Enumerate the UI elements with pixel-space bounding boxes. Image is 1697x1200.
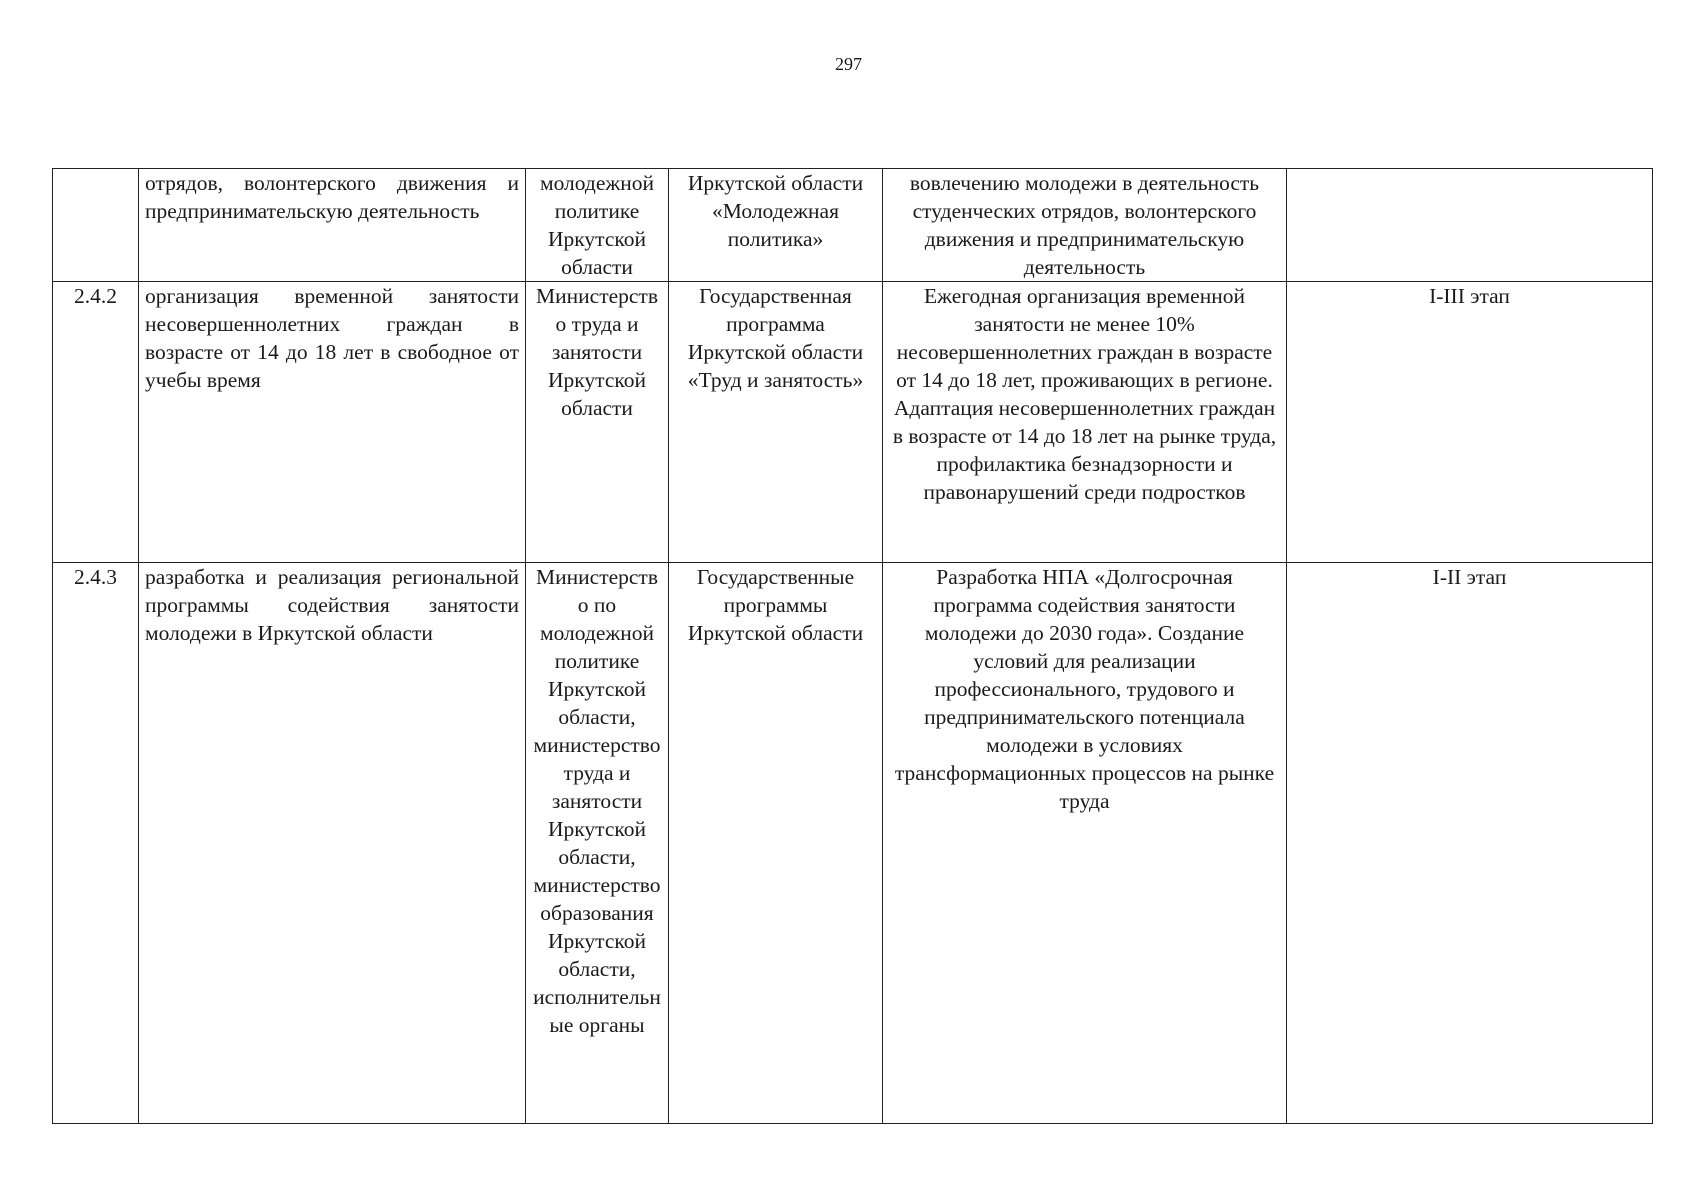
stage-cell xyxy=(1287,169,1653,282)
program-cell: Государственные программы Иркутской области xyxy=(669,563,883,1124)
table-row xyxy=(53,563,1653,1124)
result-cell: Ежегодная организация временной занятости не менее 10% несовершеннолетних граждан в возрасте от 14 до 18 лет, проживающих в регионе. Адаптация несовершеннолетних граждан в возрасте от 14 до 18 лет на рынке труда, профилактика безнадзорности и правонарушений среди подростков xyxy=(883,282,1287,563)
stage-cell: I-II этап xyxy=(1287,563,1653,1124)
row-number: 2.4.3 xyxy=(53,563,139,1124)
result-cell: Разработка НПА «Долгосрочная программа содействия занятости молодежи до 2030 года». Создание условий для реализации профессионального, трудового и предпринимательского потенциала молодежи в условиях трансформационных процессов на рынке труда xyxy=(883,563,1287,1124)
row-number xyxy=(53,169,139,282)
activity-cell: отрядов, волонтерского движения и предпринимательскую деятельность xyxy=(139,169,526,282)
table-row xyxy=(53,282,1653,563)
table-row xyxy=(53,169,1653,282)
program-cell: Государственная программа Иркутской области «Труд и занятость» xyxy=(669,282,883,563)
program-cell: Иркутской области «Молодежная политика» xyxy=(669,169,883,282)
row-number: 2.4.2 xyxy=(53,282,139,563)
responsible-cell: Министерство по молодежной политике Иркутской области, министерство труда и занятости Иркутской области, министерство образования Иркутской области, исполнительные органы xyxy=(526,563,669,1124)
measures-table xyxy=(52,168,1653,1124)
page-number: 297 xyxy=(835,54,862,74)
responsible-cell: молодежной политике Иркутской области xyxy=(526,169,669,282)
result-cell: вовлечению молодежи в деятельность студенческих отрядов, волонтерского движения и предпринимательскую деятельность xyxy=(883,169,1287,282)
responsible-cell: Министерство труда и занятости Иркутской области xyxy=(526,282,669,563)
activity-cell: разработка и реализация региональной программы содействия занятости молодежи в Иркутской области xyxy=(139,563,526,1124)
stage-cell: I-III этап xyxy=(1287,282,1653,563)
activity-cell: организация временной занятости несовершеннолетних граждан в возрасте от 14 до 18 лет в свободное от учебы время xyxy=(139,282,526,563)
